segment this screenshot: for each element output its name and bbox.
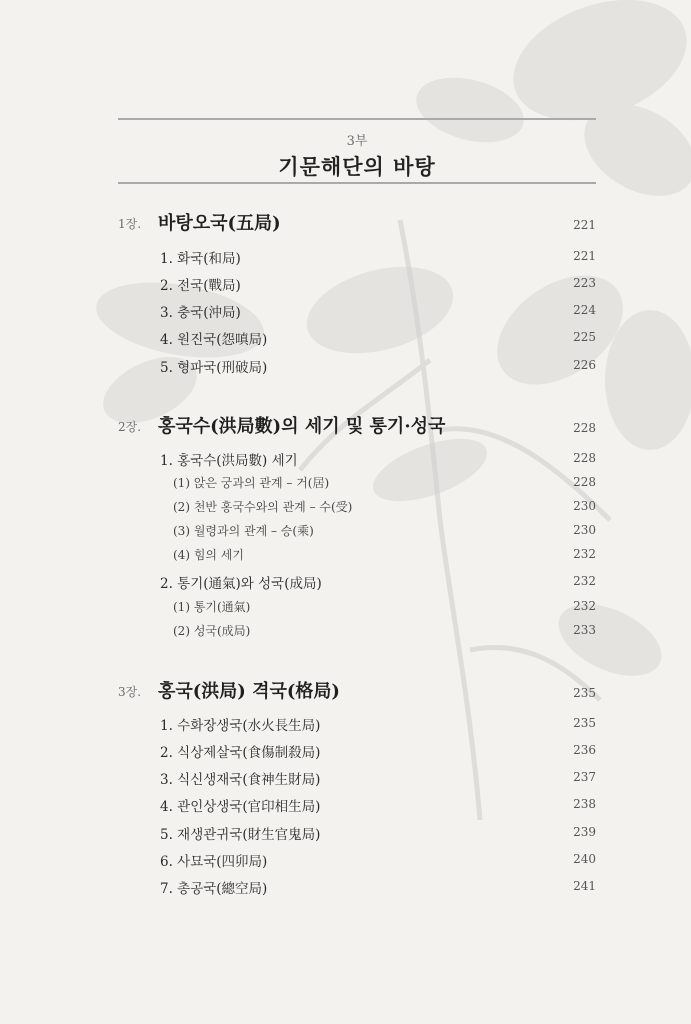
- chapter-3-heading[interactable]: [118, 678, 596, 704]
- toc-entry[interactable]: [118, 794, 596, 814]
- entry-label: 1. 수화장생국(水火長生局): [160, 718, 321, 734]
- entry-label: 3. 식신생재국(食神生財局): [160, 772, 321, 788]
- page-number: 232: [573, 574, 596, 588]
- subentry-label: (2) 천반 홍국수와의 관계 – 수(受): [173, 500, 353, 514]
- page-number: 232: [573, 547, 596, 561]
- page-number: 235: [573, 686, 596, 700]
- entry-label: 1. 홍국수(洪局數) 세기: [160, 453, 298, 469]
- entry-label: 4. 관인상생국(官印相生局): [160, 799, 321, 815]
- subentry-label: (2) 성국(成局): [173, 624, 251, 638]
- page-number: 223: [573, 276, 596, 290]
- subentry-label: (1) 앉은 궁과의 관계 – 거(居): [173, 476, 330, 490]
- entry-label: 5. 형파국(刑破局): [160, 360, 268, 376]
- toc-subentry[interactable]: [118, 521, 596, 539]
- toc-entry[interactable]: [118, 246, 596, 266]
- page-number: 230: [573, 523, 596, 537]
- chapter-number: 3장.: [118, 685, 142, 699]
- part-title: 기문해단의 바탕: [278, 154, 436, 179]
- toc-subentry[interactable]: [118, 545, 596, 563]
- page-number: 228: [573, 475, 596, 489]
- entry-label: 2. 전국(戰局): [160, 278, 241, 294]
- entry-label: 3. 충국(沖局): [160, 305, 241, 321]
- page-number: 225: [573, 330, 596, 344]
- page-number: 228: [573, 451, 596, 465]
- subentry-label: (4) 힘의 세기: [173, 548, 244, 562]
- page-number: 224: [573, 303, 596, 317]
- page-number: 240: [573, 852, 596, 866]
- toc-subentry[interactable]: [118, 597, 596, 615]
- entry-label: 2. 식상제살국(食傷制殺局): [160, 745, 321, 761]
- entry-label: 2. 통기(通氣)와 성국(成局): [160, 576, 322, 592]
- chapter-1-heading[interactable]: [118, 210, 596, 236]
- part-label: 3부: [346, 134, 368, 149]
- chapter-number: 2장.: [118, 420, 142, 434]
- page-number: 237: [573, 770, 596, 784]
- entry-label: 5. 재생관귀국(財生官鬼局): [160, 827, 321, 843]
- toc-entry[interactable]: [118, 740, 596, 760]
- entry-label: 4. 원진국(怨嗔局): [160, 332, 268, 348]
- toc-entry[interactable]: [118, 448, 596, 468]
- page-number: 221: [573, 249, 596, 263]
- top-rule: [118, 118, 596, 120]
- toc-entry[interactable]: [118, 327, 596, 347]
- page-number: 233: [573, 623, 596, 637]
- entry-label: 1. 화국(和局): [160, 251, 241, 267]
- page-number: 230: [573, 499, 596, 513]
- bottom-rule: [118, 182, 596, 184]
- chapter-title: 홍국수(洪局數)의 세기 및 통기·성국: [158, 416, 446, 437]
- page-number: 235: [573, 716, 596, 730]
- toc-entry[interactable]: [118, 876, 596, 896]
- entry-label: 6. 사묘국(四卯局): [160, 854, 268, 870]
- toc-entry[interactable]: [118, 273, 596, 293]
- table-of-contents: [118, 0, 596, 1024]
- page-number: 221: [573, 218, 596, 232]
- page-number: 238: [573, 797, 596, 811]
- page-number: 236: [573, 743, 596, 757]
- toc-entry[interactable]: [118, 822, 596, 842]
- toc-entry[interactable]: [118, 300, 596, 320]
- subentry-label: (1) 통기(通氣): [173, 600, 251, 614]
- toc-entry[interactable]: [118, 713, 596, 733]
- toc-subentry[interactable]: [118, 473, 596, 491]
- page-number: 241: [573, 879, 596, 893]
- toc-entry[interactable]: [118, 355, 596, 375]
- chapter-2-heading[interactable]: [118, 413, 596, 439]
- toc-entry[interactable]: [118, 849, 596, 869]
- toc-subentry[interactable]: [118, 621, 596, 639]
- page-number: 228: [573, 421, 596, 435]
- chapter-title: 바탕오국(五局): [158, 213, 281, 234]
- page-number: 239: [573, 825, 596, 839]
- toc-entry[interactable]: [118, 767, 596, 787]
- toc-subentry[interactable]: [118, 497, 596, 515]
- page-number: 232: [573, 599, 596, 613]
- chapter-title: 홍국(洪局) 격국(格局): [158, 681, 340, 702]
- chapter-number: 1장.: [118, 217, 142, 231]
- toc-entry[interactable]: [118, 571, 596, 591]
- entry-label: 7. 총공국(總空局): [160, 881, 268, 897]
- page-number: 226: [573, 358, 596, 372]
- subentry-label: (3) 월령과의 관계 – 승(乘): [173, 524, 314, 538]
